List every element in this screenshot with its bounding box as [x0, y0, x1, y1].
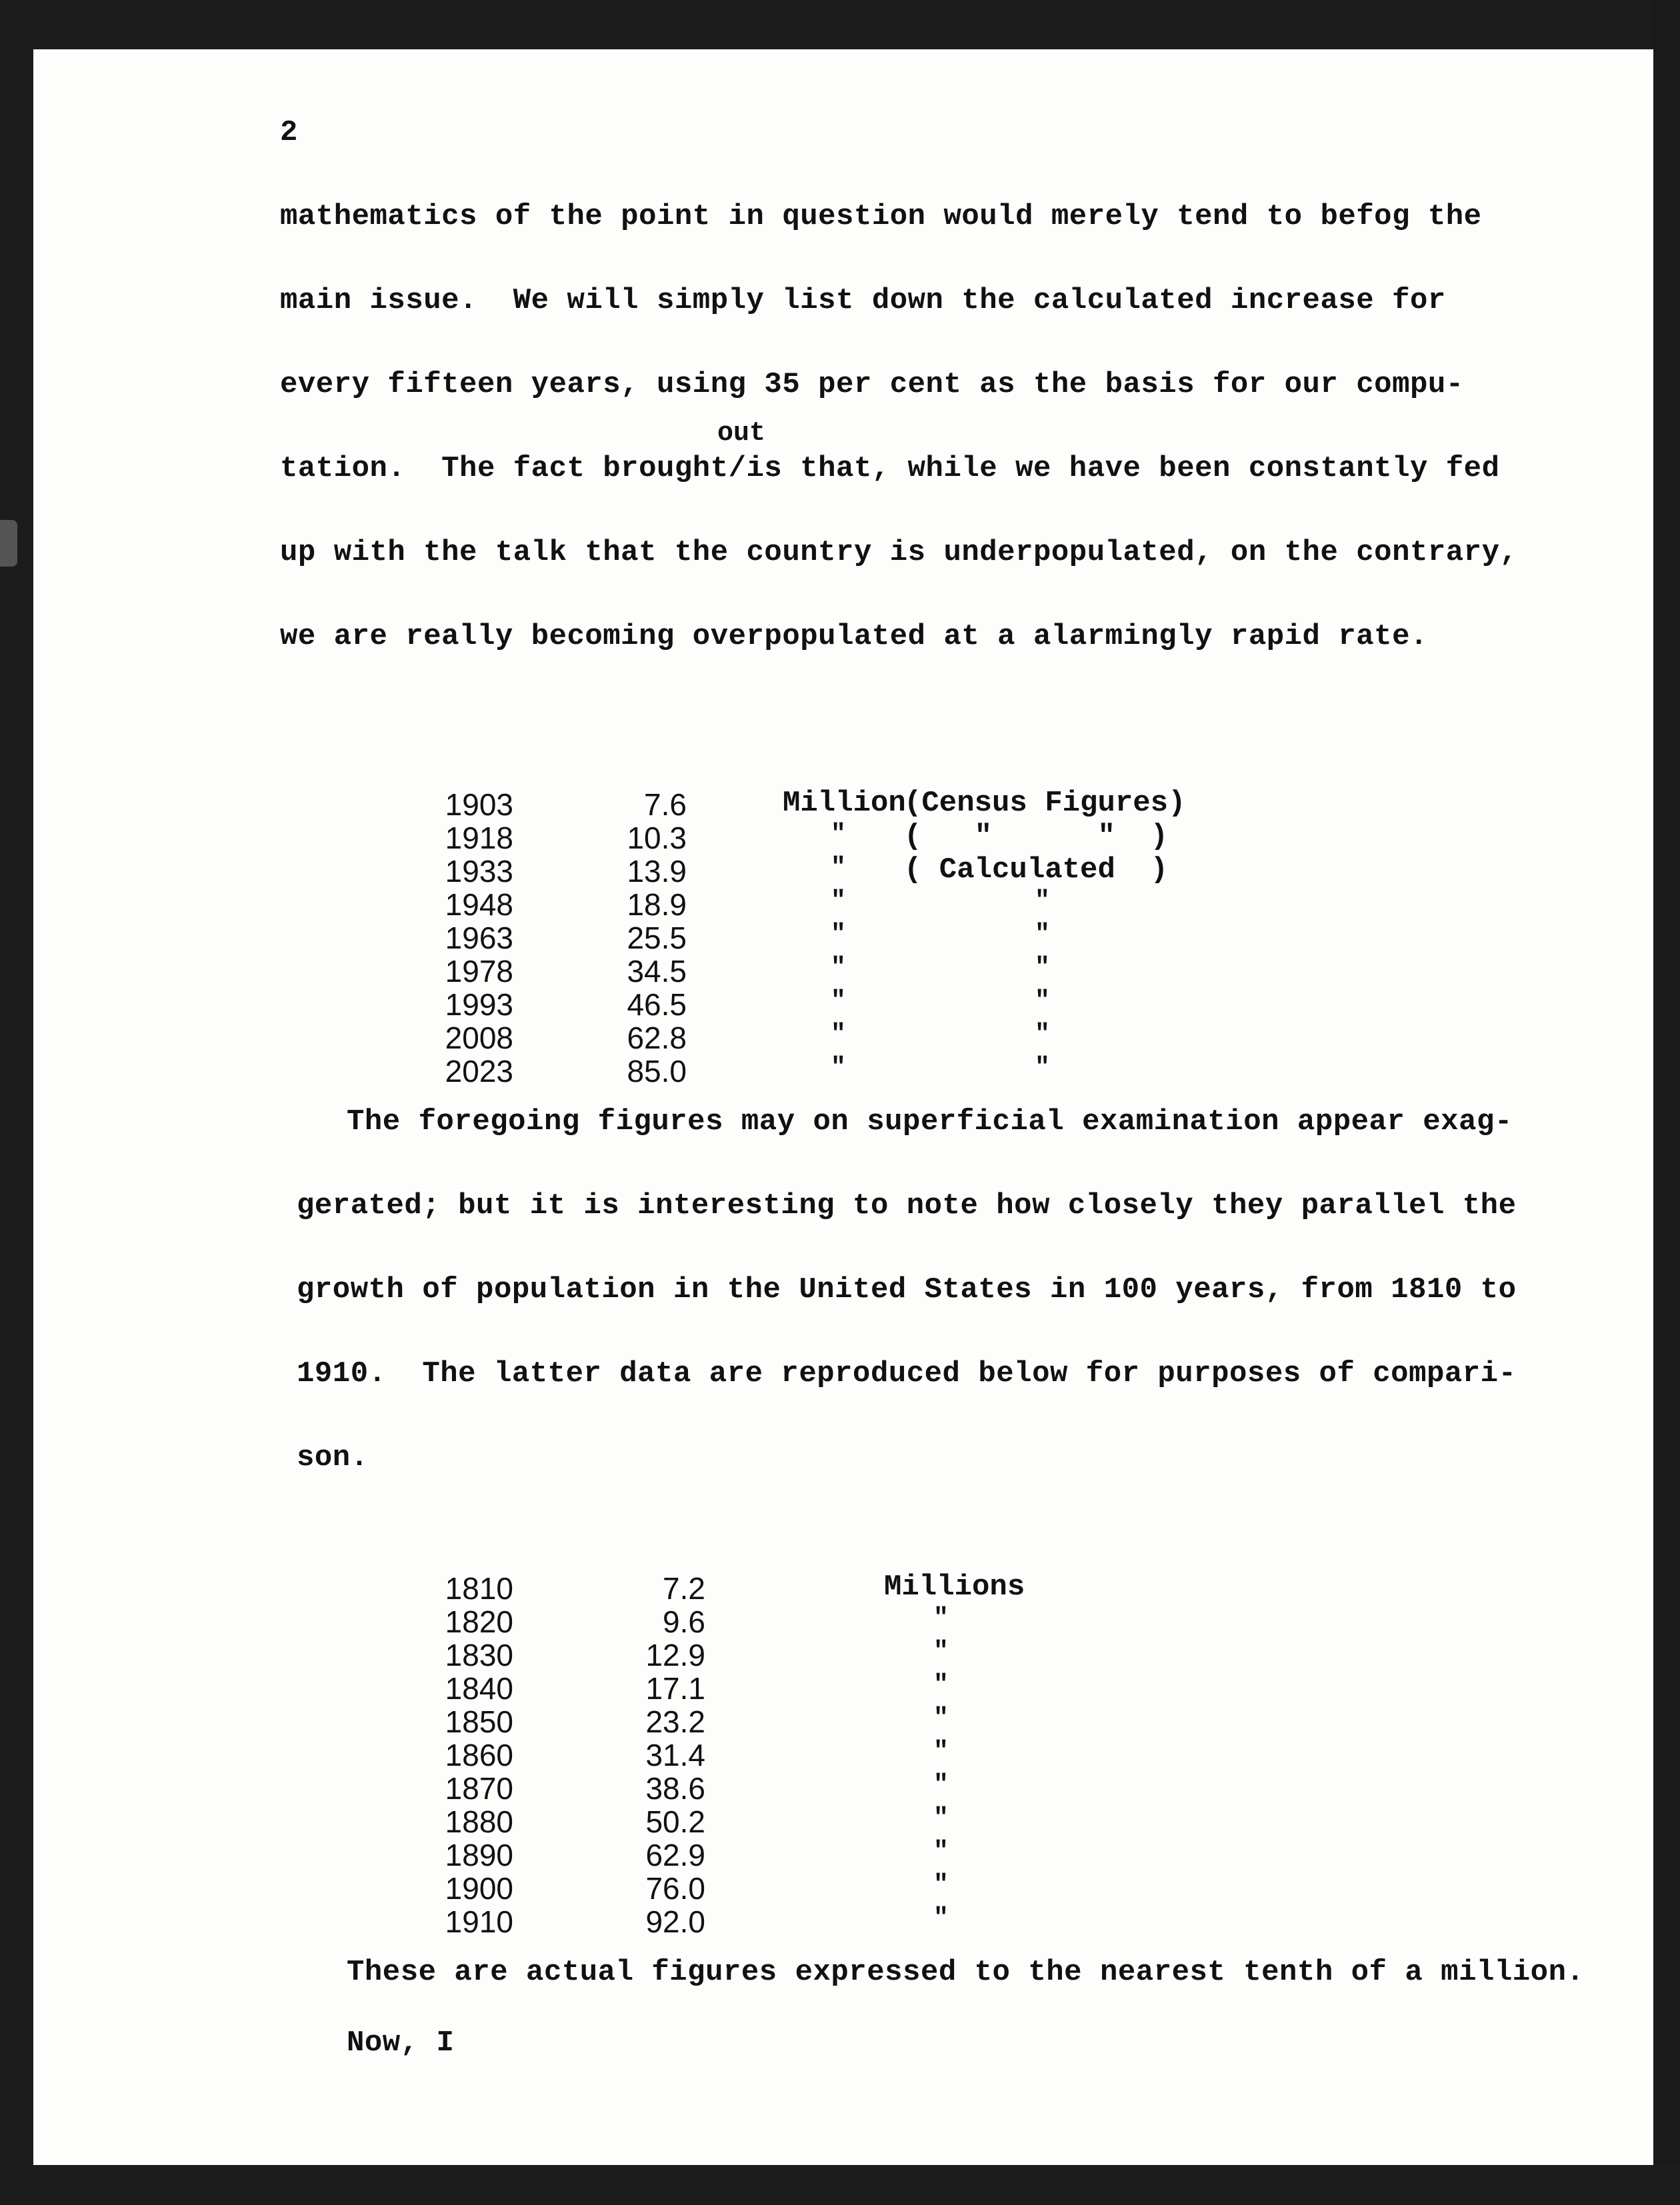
table-unit-cell: ": [831, 887, 846, 915]
paragraph-1-line: tation. The fact brought/is that, while we have been constantly fed: [280, 452, 1500, 485]
table-year-cell: 1918: [445, 821, 513, 855]
table-value-cell: 18.9: [627, 887, 687, 922]
table-value-cell: 13.9: [627, 854, 687, 889]
scan-border-right: [1653, 0, 1680, 2205]
table-value-cell: 62.9: [645, 1838, 705, 1872]
paragraph-1-line: main issue. We will simply list down the calculated increase for: [280, 284, 1446, 317]
table-year-cell: 1820: [445, 1604, 513, 1639]
table-note-cell: ": [1035, 953, 1050, 982]
table-note-cell: ( Calculated ): [904, 853, 1169, 887]
table-unit-cell: ": [831, 953, 846, 982]
table-year-cell: 1830: [445, 1638, 513, 1672]
table-year-cell: 2008: [445, 1021, 513, 1055]
table-unit-cell: ": [933, 1770, 949, 1799]
table-unit-cell: ": [933, 1737, 949, 1766]
table-unit-cell: ": [933, 1904, 949, 1932]
paragraph-2-line: The foregoing figures may on superficial examination appear exag-: [347, 1105, 1513, 1138]
table-year-cell: 1880: [445, 1804, 513, 1839]
table-value-cell: 31.4: [645, 1738, 705, 1772]
table-value-cell: 92.0: [645, 1904, 705, 1939]
paragraph-2-line: son.: [297, 1441, 369, 1474]
table-year-cell: 2023: [445, 1054, 513, 1089]
table-note-cell: ": [1035, 987, 1050, 1015]
table-value-cell: 7.2: [663, 1571, 705, 1606]
table-unit-cell: ": [933, 1604, 949, 1632]
document-page: [33, 49, 1653, 2165]
scan-border-bottom: [0, 2165, 1680, 2205]
table-value-cell: 38.6: [645, 1771, 705, 1806]
table-unit-cell: ": [933, 1837, 949, 1866]
paragraph-1-line: every fifteen years, using 35 per cent as the basis for our compu-: [280, 368, 1464, 401]
table-unit-cell: ": [831, 1020, 846, 1049]
table-note-cell: ": [1035, 1020, 1050, 1049]
table-note-cell: ( " " ): [904, 820, 1169, 853]
table-year-cell: 1890: [445, 1838, 513, 1872]
table-value-cell: 23.2: [645, 1704, 705, 1739]
table-note-cell: ": [1035, 887, 1050, 915]
table-year-cell: 1910: [445, 1904, 513, 1939]
table-unit-cell: ": [831, 853, 846, 882]
table-value-cell: 9.6: [663, 1604, 705, 1639]
table-year-cell: 1900: [445, 1871, 513, 1906]
paragraph-1-line: we are really becoming overpopulated at a alarmingly rapid rate.: [280, 620, 1428, 653]
table-year-cell: 1870: [445, 1771, 513, 1806]
table-value-cell: 17.1: [645, 1671, 705, 1706]
table-year-cell: 1963: [445, 921, 513, 955]
paragraph-2-line: 1910. The latter data are reproduced below for purposes of compari-: [297, 1357, 1517, 1390]
table-unit-cell: ": [933, 1870, 949, 1899]
paragraph-2-line: gerated; but it is interesting to note how closely they parallel the: [297, 1189, 1517, 1222]
table-year-cell: 1978: [445, 954, 513, 989]
table-value-cell: 10.3: [627, 821, 687, 855]
table-year-cell: 1993: [445, 987, 513, 1022]
table-year-cell: 1810: [445, 1571, 513, 1606]
table-note-cell: ": [1035, 1053, 1050, 1082]
handwritten-insertion: out: [717, 419, 766, 449]
table-value-cell: 25.5: [627, 921, 687, 955]
table-value-cell: 46.5: [627, 987, 687, 1022]
table-value-cell: 50.2: [645, 1804, 705, 1839]
table-unit-cell: Million: [783, 787, 906, 820]
table-year-cell: 1840: [445, 1671, 513, 1706]
table-year-cell: 1933: [445, 854, 513, 889]
paragraph-3-line: Now, I: [347, 2026, 455, 2060]
table-unit-cell: ": [933, 1704, 949, 1732]
table-year-cell: 1860: [445, 1738, 513, 1772]
table-value-cell: 34.5: [627, 954, 687, 989]
paragraph-1-line: mathematics of the point in question would merely tend to befog the: [280, 200, 1482, 233]
paragraph-3-line: These are actual figures expressed to the nearest tenth of a million.: [347, 1956, 1585, 1989]
table-note-cell: (Census Figures): [904, 787, 1186, 820]
table-unit-cell: Millions: [884, 1570, 1025, 1604]
table-unit-cell: ": [933, 1637, 949, 1666]
table-year-cell: 1903: [445, 787, 513, 822]
table-value-cell: 62.8: [627, 1021, 687, 1055]
table-year-cell: 1948: [445, 887, 513, 922]
paragraph-2-line: growth of population in the United States in 100 years, from 1810 to: [297, 1273, 1517, 1306]
table-value-cell: 12.9: [645, 1638, 705, 1672]
table-unit-cell: ": [831, 987, 846, 1015]
table-unit-cell: ": [831, 1053, 846, 1082]
table-unit-cell: ": [933, 1670, 949, 1699]
table-value-cell: 7.6: [644, 787, 687, 822]
table-unit-cell: ": [831, 920, 846, 949]
paragraph-1-line: up with the talk that the country is underpopulated, on the contrary,: [280, 536, 1518, 569]
table-note-cell: ": [1035, 920, 1050, 949]
page-number: 2: [280, 116, 298, 149]
table-year-cell: 1850: [445, 1704, 513, 1739]
table-unit-cell: ": [831, 820, 846, 849]
scan-edge-mark: [0, 520, 17, 567]
table-value-cell: 76.0: [645, 1871, 705, 1906]
table-value-cell: 85.0: [627, 1054, 687, 1089]
table-unit-cell: ": [933, 1804, 949, 1832]
